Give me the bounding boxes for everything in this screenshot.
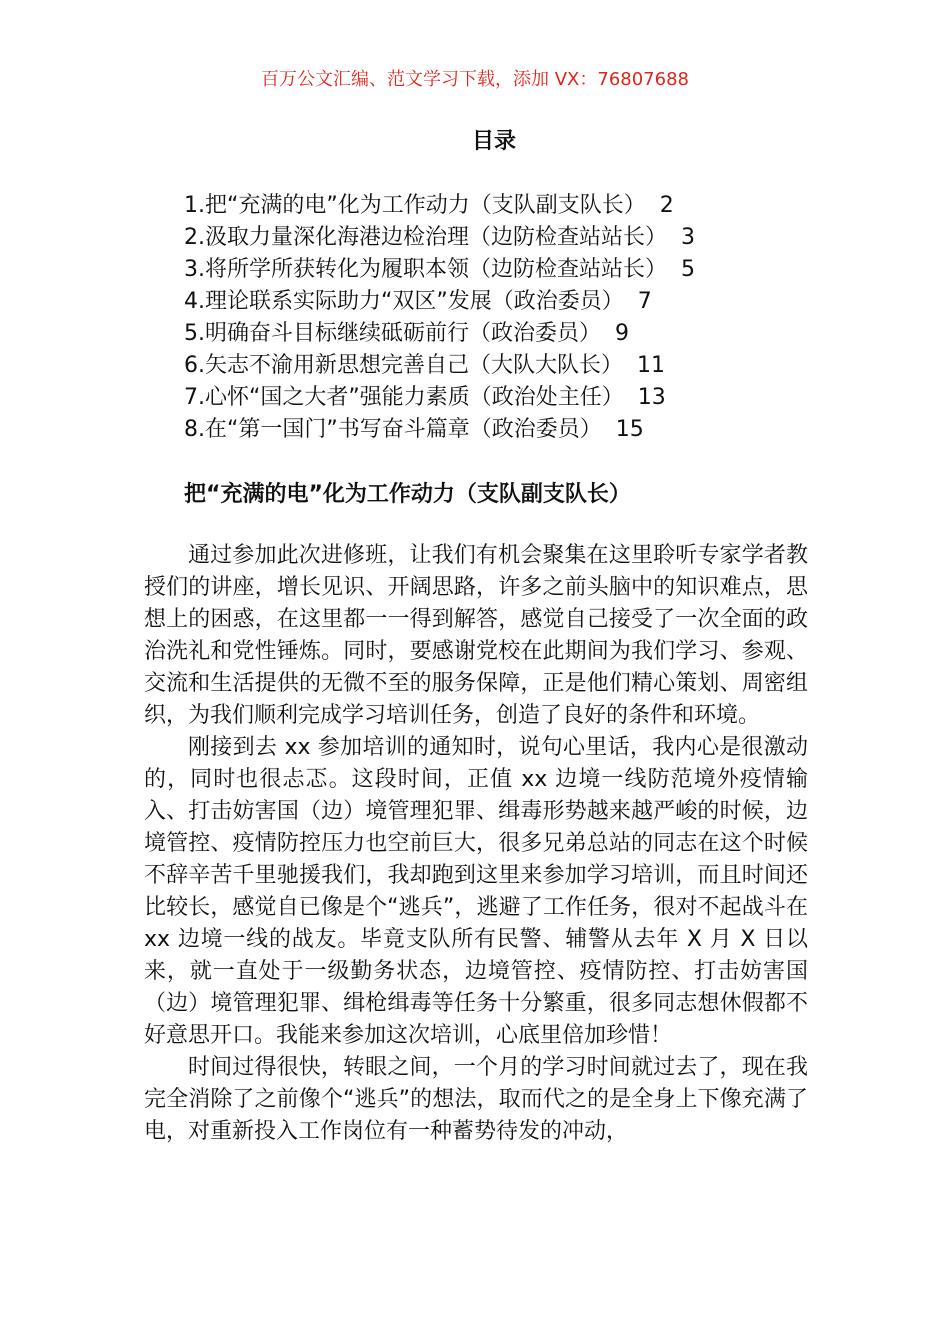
toc-item[interactable]: [184, 286, 824, 318]
toc-item-page: 7: [637, 289, 652, 314]
toc-item-page: 5: [681, 257, 695, 282]
toc-item-label: 8.在“第一国门”书写奋斗篇章（政治委员）: [184, 417, 602, 442]
toc-item-page: 11: [637, 353, 665, 378]
toc-item-label: 6.矢志不渝用新思想完善自己（大队大队长）: [184, 353, 623, 378]
toc-item-page: 9: [615, 321, 629, 346]
toc-item[interactable]: [184, 318, 824, 350]
toc-item-label: 7.心怀“国之大者”强能力素质（政治处主任）: [184, 385, 624, 410]
toc-item-page: 2: [659, 193, 674, 218]
header-notice: 百万公文汇编、范文学习下载，添加 VX：76807688: [261, 69, 689, 90]
toc-item-label: 4.理论联系实际助力“双区”发展（政治委员）: [184, 289, 624, 314]
article-paragraph: 通过参加此次进修班，让我们有机会聚集在这里聆听专家学者教授们的讲座，增长见识、开阔思路，许多之前头脑中的知识难点，思想上的困惑，在这里都一一得到解答，感觉自己接受了一次全面的政治洗礼和党性锤炼。同时，要感谢党校在此期间为我们学习、参观、交流和生活提供的无微不至的服务保障，正是他们精心策划、周密组织，为我们顺利完成学习培训任务，创造了良好的条件和环境。: [144, 543, 808, 728]
toc-item-page: 3: [681, 225, 695, 250]
toc-item-label: 2.汲取力量深化海港边检治理（边防检查站站长）: [184, 225, 667, 250]
article-paragraph: 时间过得很快，转眼之间，一个月的学习时间就过去了，现在我完全消除了之前像个“逃兵”的想法，取而代之的是全身上下像充满了电，对重新投入工作岗位有一种蓄势待发的冲动，: [144, 1055, 808, 1144]
article-paragraph: 刚接到去 xx 参加培训的通知时，说句心里话，我内心是很激动的，同时也很忐忑。这段时间，正值 xx 边境一线防范境外疫情输入、打击妨害国（边）境管理犯罪、缉毒形势越来越严峻的时候，边境管控、疫情防控压力也空前巨大，很多兄弟总站的同志在这个时候不辞辛苦千里驰援我们，我却跑到这里来参加学习培训，而且时间还比较长，感觉自已像是个“逃兵”，逃避了工作任务，很对不起战斗在 xx 边境一线的战友。毕竟支队所有民警、辅警从去年 X 月 X 日以来，就一直处于一级勤务状态，边境管控、疫情防控、打击妨害国（边）境管理犯罪、缉枪缉毒等任务十分繁重，很多同志想休假都不好意思开口。我能来参加这次培训，心底里倍加珍惜！: [144, 735, 808, 1048]
toc-item-label: 5.明确奋斗目标继续砥砺前行（政治委员）: [184, 321, 601, 346]
article-title: 把“充满的电”化为工作动力（支队副支队长）: [184, 482, 631, 507]
toc-title: 目录: [471, 129, 516, 154]
article-body: [144, 540, 808, 1148]
toc-item[interactable]: [184, 222, 824, 254]
toc-item-page: 15: [615, 417, 644, 442]
toc-item[interactable]: [184, 190, 824, 222]
toc-item[interactable]: [184, 254, 824, 286]
toc-item[interactable]: [184, 382, 824, 414]
toc-item-label: 3.将所学所获转化为履职本领（边防检查站站长）: [184, 257, 667, 282]
toc-item-label: 1.把“充满的电”化为工作动力（支队副支队长）: [184, 193, 646, 218]
toc-item[interactable]: [184, 350, 824, 382]
table-of-contents: [184, 190, 824, 446]
toc-item[interactable]: [184, 414, 824, 446]
toc-item-page: 13: [637, 385, 666, 410]
